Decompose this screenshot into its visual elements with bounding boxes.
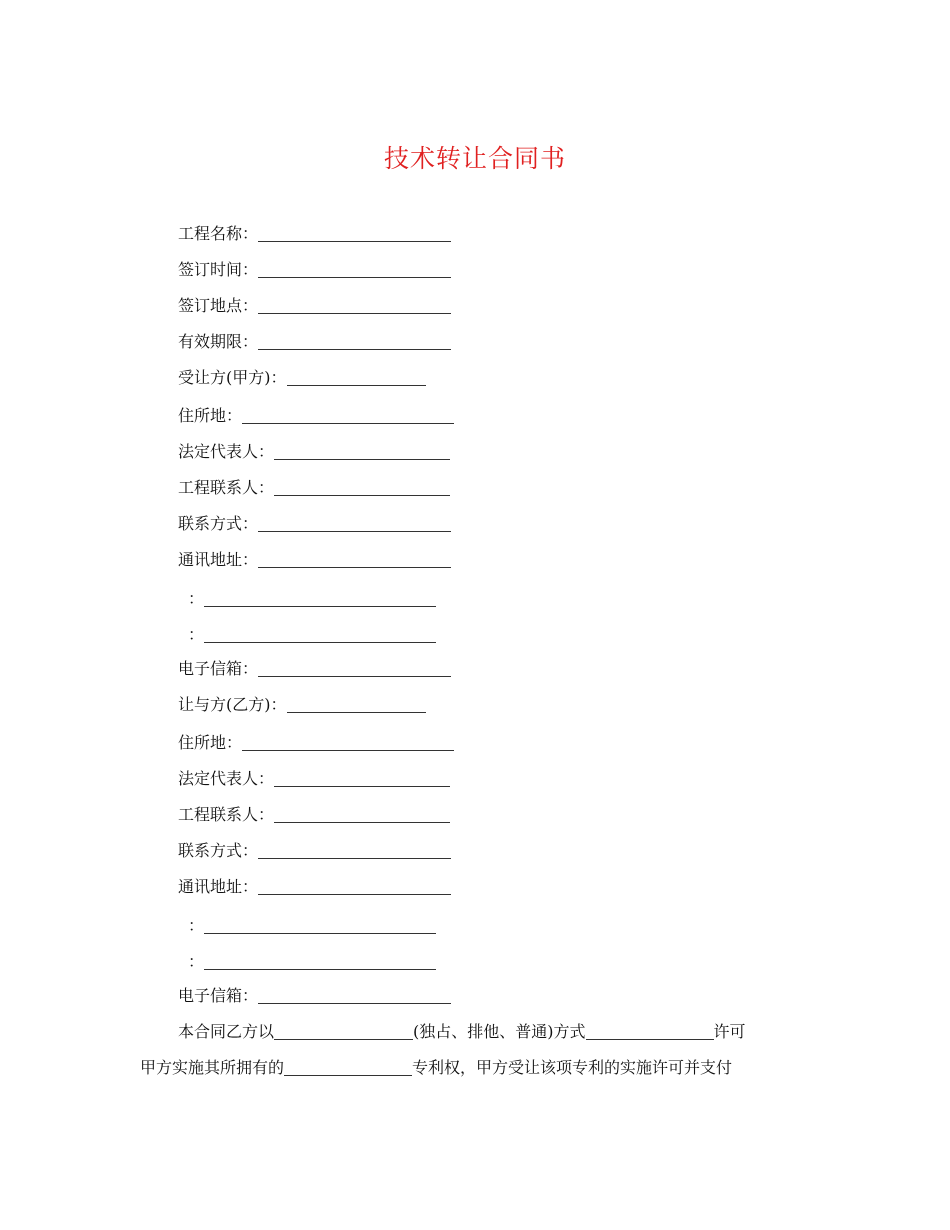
field-a-contact-method [178,512,451,536]
field-label: 电子信箱： [178,986,259,1005]
paragraph-text: 甲方实施其所拥有的 [140,1058,285,1077]
field-a-contact-person [178,476,450,500]
field-label: 签订时间： [178,260,259,279]
field-label: 工程联系人： [178,805,275,824]
field-label: ： [188,952,205,971]
field-b-contact-person [178,803,450,827]
fill-blank[interactable] [586,1021,714,1040]
field-sign-date [178,258,451,282]
fill-blank[interactable] [287,367,426,386]
paragraph-text: 专利权，甲方受让该项专利的实施许可并支付 [412,1058,733,1077]
field-sign-place [178,294,451,318]
field-label: 电子信箱： [178,659,259,678]
contract-paragraph-line-1 [178,1020,858,1044]
fill-blank[interactable] [274,804,450,823]
field-label: 联系方式： [178,514,259,533]
field-b-extra-1 [188,914,436,938]
fill-blank[interactable] [258,295,451,314]
field-label: 工程联系人： [178,478,275,497]
field-valid-period [178,330,451,354]
fill-blank[interactable] [204,915,436,934]
field-label: 联系方式： [178,841,259,860]
fill-blank[interactable] [274,477,450,496]
fill-blank[interactable] [274,1021,413,1040]
field-label: 住所地： [178,733,243,752]
field-label: ： [188,916,205,935]
paragraph-text: 许可 [713,1022,746,1041]
field-label: 法定代表人： [178,769,275,788]
fill-blank[interactable] [204,624,436,643]
fill-blank[interactable] [274,441,450,460]
field-label: ： [188,625,205,644]
fill-blank[interactable] [258,513,451,532]
field-label: 住所地： [178,406,243,425]
field-a-legal-rep [178,440,450,464]
field-a-email [178,657,451,681]
fill-blank[interactable] [258,331,451,350]
field-label: 签订地点： [178,296,259,315]
fill-blank[interactable] [258,840,451,859]
field-label: 有效期限： [178,332,259,351]
fill-blank[interactable] [242,405,454,424]
field-b-legal-rep [178,767,450,791]
field-b-mail-address [178,875,451,899]
field-label: 法定代表人： [178,442,275,461]
field-label: 受让方(甲方)： [178,368,287,387]
fill-blank[interactable] [258,985,451,1004]
field-label: 通讯地址： [178,877,259,896]
fill-blank[interactable] [287,694,426,713]
field-b-email [178,984,451,1008]
field-label: ： [188,589,205,608]
field-b-extra-2 [188,950,436,974]
contract-paragraph-line-2 [140,1056,820,1080]
paragraph-text: (独占、排他、普通)方式 [413,1022,586,1041]
fill-blank[interactable] [258,259,451,278]
field-party-b [178,693,426,717]
fill-blank[interactable] [242,732,454,751]
document-title: 技术转让合同书 [383,144,566,173]
field-b-contact-method [178,839,451,863]
field-label: 通讯地址： [178,550,259,569]
field-a-address [178,404,454,428]
fill-blank[interactable] [274,768,450,787]
fill-blank[interactable] [258,658,451,677]
field-a-extra-2 [188,623,436,647]
fill-blank[interactable] [204,951,436,970]
fill-blank[interactable] [258,876,451,895]
field-project-name [178,222,451,246]
fill-blank[interactable] [204,588,436,607]
fill-blank[interactable] [258,223,451,242]
field-label: 工程名称： [178,224,259,243]
fill-blank[interactable] [284,1057,412,1076]
field-a-mail-address [178,548,451,572]
field-b-address [178,731,454,755]
field-party-a [178,366,426,390]
field-label: 让与方(乙方)： [178,695,287,714]
fill-blank[interactable] [258,549,451,568]
field-a-extra-1 [188,587,436,611]
paragraph-text: 本合同乙方以 [178,1022,275,1041]
